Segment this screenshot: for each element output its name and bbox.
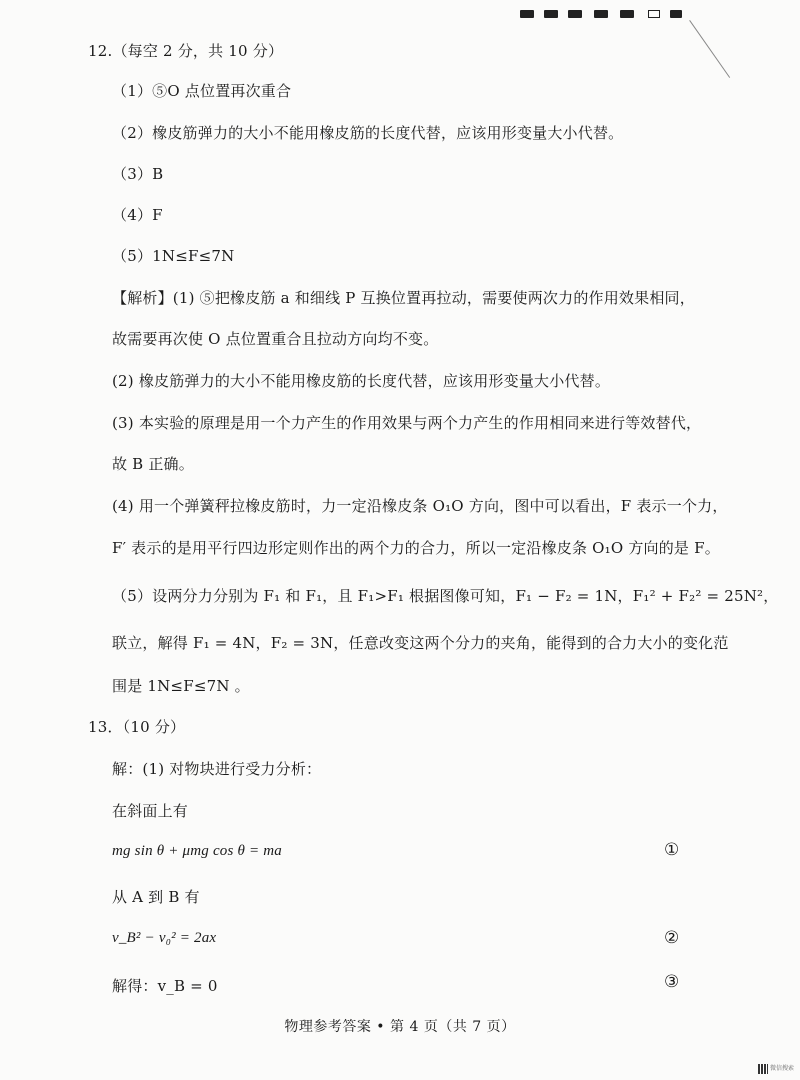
q12-answer-5: （5）1N≤F≤7N <box>112 247 235 265</box>
q13-result: 解得：v_B = 0 <box>112 977 218 995</box>
q12-analysis-7: F′ 表示的是用平行四边形定则作出的两个力的合力，所以一定沿橡皮条 O₁O 方向的是 F。 <box>112 539 720 557</box>
q12-analysis-9: 联立，解得 F₁ = 4N，F₂ = 3N，任意改变这两个分力的夹角，能得到的合力大小的变化范 <box>112 634 729 652</box>
diagonal-line <box>689 20 730 78</box>
q12-answer-1: （1）⑤O 点位置再次重合 <box>112 82 292 100</box>
equation-number-2: ② <box>664 928 680 948</box>
q13-solution-intro: 解：(1) 对物块进行受力分析： <box>112 760 322 778</box>
equation-number-3: ③ <box>664 972 680 992</box>
equation-number-1: ① <box>664 840 680 860</box>
q12-analysis-6: (4) 用一个弹簧秤拉橡皮筋时，力一定沿橡皮条 O₁O 方向，图中可以看出，F 表示一个力， <box>112 497 728 515</box>
q12-analysis-10: 围是 1N≤F≤7N 。 <box>112 677 250 695</box>
q12-analysis-1: 【解析】(1) ⑤把橡皮筋 a 和细线 P 互换位置再拉动，需要使两次力的作用效果相同， <box>112 289 695 307</box>
q12-answer-3: （3）B <box>112 165 164 183</box>
q13-from-a-to-b: 从 A 到 B 有 <box>112 888 200 906</box>
q12-analysis-4: (3) 本实验的原理是用一个力产生的作用效果与两个力产生的作用相同来进行等效替代， <box>112 414 702 432</box>
page-footer: 物理参考答案 • 第 4 页（共 7 页） <box>284 1019 516 1035</box>
q12-answer-2: （2）橡皮筋弹力的大小不能用橡皮筋的长度代替，应该用形变量大小代替。 <box>112 124 624 142</box>
q12-analysis-2: 故需要再次使 O 点位置重合且拉动方向均不变。 <box>112 330 439 348</box>
qr-label: 微信搜索 <box>770 1065 795 1072</box>
q12-analysis-5: 故 B 正确。 <box>112 455 194 473</box>
q13-equation-1: mg sin θ + μmg cos θ = ma <box>112 843 283 859</box>
q12-answer-4: （4）F <box>112 206 163 224</box>
q12-analysis-3: (2) 橡皮筋弹力的大小不能用橡皮筋的长度代替，应该用形变量大小代替。 <box>112 372 611 390</box>
q13-equation-2: v_B² − v₀² = 2ax <box>112 930 217 946</box>
q12-analysis-8: （5）设两分力分别为 F₁ 和 F₁，且 F₁>F₁ 根据图像可知，F₁ − F₂ = 1N，F₁² + F₂² = 25N²， <box>112 587 779 605</box>
q13-on-incline: 在斜面上有 <box>112 802 189 820</box>
qr-code-icon <box>758 1064 768 1074</box>
q12-header: 12.（每空 2 分，共 10 分） <box>88 42 284 60</box>
q13-header: 13．（10 分） <box>88 718 186 736</box>
